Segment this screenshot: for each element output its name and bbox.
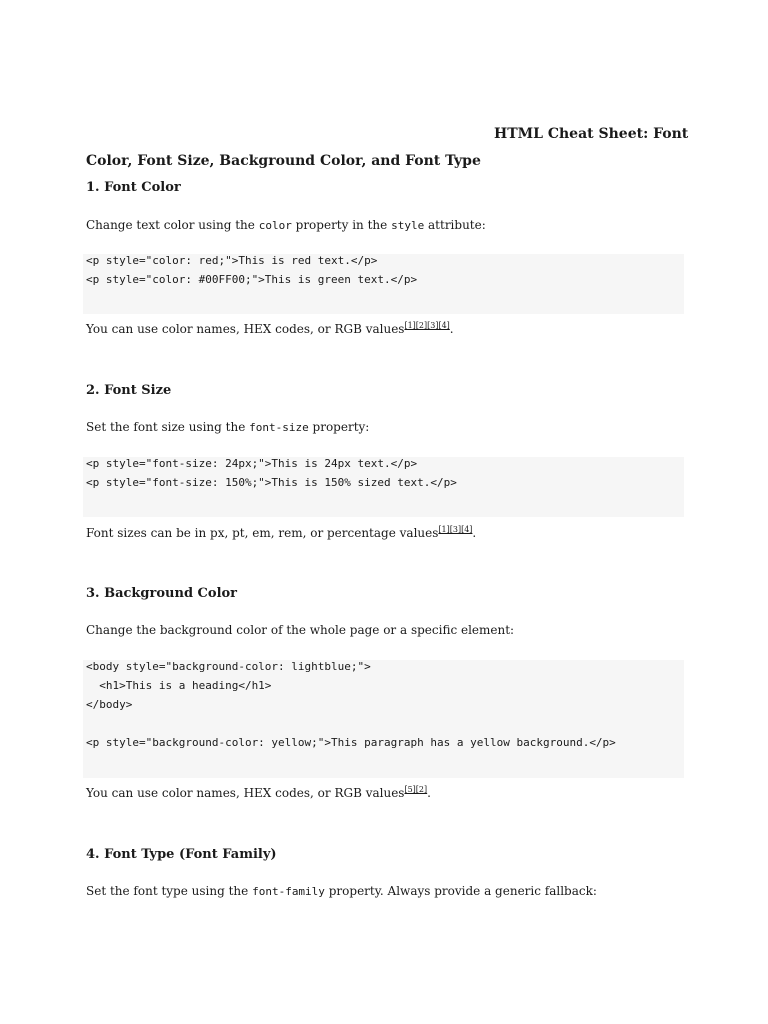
inline-code: color [258, 219, 292, 232]
doc-title-line2: Color, Font Size, Background Color, and Font Type [86, 153, 481, 169]
code-block-background-color [83, 660, 684, 778]
code-line: <body style="background-color: lightblue;"> [86, 660, 371, 673]
code-line: <p style="font-size: 150%;">This is 150% sized text.</p> [86, 476, 457, 489]
inline-code: font-size [249, 421, 309, 434]
code-line: <p style="font-size: 24px;">This is 24px text.</p> [86, 457, 418, 470]
code-line: <p style="color: #00FF00;">This is green text.</p> [86, 273, 418, 286]
code-block-font-color [83, 254, 684, 314]
section-note-font-color: You can use color names, HEX codes, or RGB values[1][2][3][4]. [86, 321, 454, 336]
citation-links[interactable]: [1][3][4] [438, 525, 473, 534]
code-line: <h1>This is a heading</h1> [86, 679, 272, 692]
section-note-font-size: Font sizes can be in px, pt, em, rem, or percentage values[1][3][4]. [86, 525, 477, 540]
section-heading-background-color: 3. Background Color [86, 586, 238, 601]
section-intro-font-type: Set the font type using the font-family property. Always provide a generic fallback: [86, 884, 597, 898]
section-note-background-color: You can use color names, HEX codes, or RGB values[5][2]. [86, 785, 431, 800]
code-line: <p style="color: red;">This is red text.</p> [86, 254, 378, 267]
section-heading-font-type: 4. Font Type (Font Family) [86, 847, 277, 862]
citation-links[interactable]: [1][2][3][4] [404, 321, 450, 330]
section-heading-font-size: 2. Font Size [86, 383, 172, 398]
doc-title-line1: HTML Cheat Sheet: Font [494, 126, 689, 142]
section-intro-background-color: Change the background color of the whole page or a specific element: [86, 623, 515, 637]
section-intro-font-color: Change text color using the color property in the style attribute: [86, 218, 486, 232]
section-heading-font-color: 1. Font Color [86, 180, 181, 195]
code-line: <p style="background-color: yellow;">This paragraph has a yellow background.</p> [86, 736, 616, 749]
citation-links[interactable]: [5][2] [404, 785, 428, 794]
inline-code: style [391, 219, 425, 232]
code-block-font-size [83, 457, 684, 517]
inline-code: font-family [252, 885, 325, 898]
code-line: </body> [86, 698, 133, 711]
section-intro-font-size: Set the font size using the font-size property: [86, 420, 370, 434]
